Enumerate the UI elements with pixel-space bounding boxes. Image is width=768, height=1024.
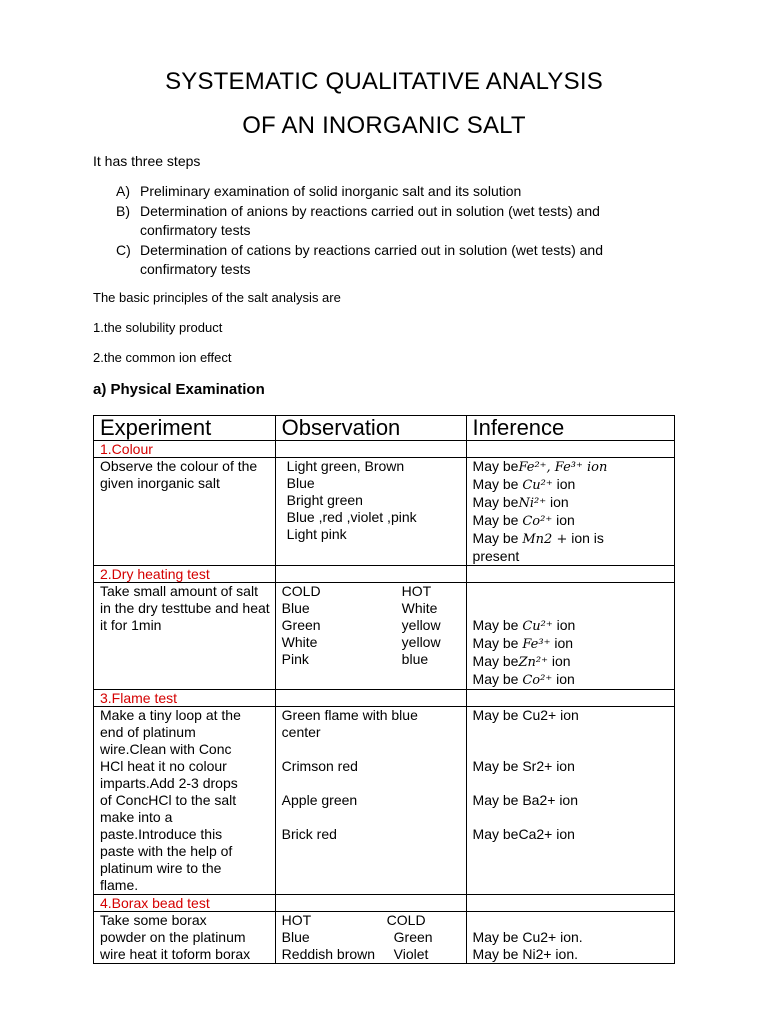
observation-cell	[275, 707, 466, 895]
inference-line: May beFe²⁺, Fe³⁺ ion	[472, 458, 608, 475]
inference-line: May be Mn2 + ion is	[472, 530, 604, 547]
principle-1: 1.the solubility product	[93, 320, 223, 335]
inference-cell	[466, 707, 674, 895]
inference-line: May be Cu2+ ion	[472, 707, 579, 723]
inference-line: May beNi²⁺ ion	[472, 494, 569, 511]
observation-line: Apple green	[281, 792, 358, 808]
observation-cell	[275, 583, 466, 690]
table-row	[94, 707, 675, 895]
table-row	[94, 583, 675, 690]
observation-line: Brick red	[281, 826, 337, 842]
inference-line: May be Cu2+ ion.	[472, 929, 583, 945]
table-row	[94, 441, 675, 458]
observation-line: White yellow	[281, 634, 441, 650]
observation-line: Light green, Brown	[286, 458, 405, 474]
step-text: Determination of cations by reactions carried out in solution (wet tests) and confirmatory tests	[140, 242, 604, 277]
observation-line: Pink blue	[281, 651, 429, 667]
observation-line: Blue Green	[281, 929, 433, 945]
observation-line: Crimson red	[281, 758, 358, 774]
inference-line: May beCa2+ ion	[472, 826, 575, 842]
header-observation: Observation	[275, 416, 466, 441]
list-item	[116, 202, 676, 240]
list-item	[116, 182, 676, 201]
observation-line: Blue	[286, 475, 315, 491]
inference-line: May beZn²⁺ ion	[472, 653, 571, 670]
list-item	[116, 241, 676, 279]
table-header-row	[94, 416, 675, 441]
header-inference: Inference	[466, 416, 674, 441]
table-row	[94, 566, 675, 583]
inference-line: May be Fe³⁺ ion	[472, 635, 574, 652]
observation-line: Green yellow	[281, 617, 441, 633]
table-row	[94, 690, 675, 707]
steps-list	[116, 182, 676, 280]
observation-header: COLD HOT	[281, 583, 432, 599]
page-title-line-1: SYSTEMATIC QUALITATIVE ANALYSIS	[165, 68, 603, 95]
observation-line: Green flame with blue	[281, 707, 418, 723]
inference-line: May be Ba2+ ion	[472, 792, 579, 808]
observation-line: Light pink	[286, 526, 347, 542]
step-letter: C)	[116, 242, 131, 258]
inference-cell	[466, 912, 674, 964]
observation-header: HOT COLD	[281, 912, 426, 928]
inference-line: May be Co²⁺ ion	[472, 671, 575, 688]
inference-line: May be Cu²⁺ ion	[472, 617, 576, 634]
observation-line: center	[281, 724, 321, 740]
observation-line: Blue White	[281, 600, 438, 616]
observation-line: Bright green	[286, 492, 363, 508]
inference-cell	[466, 583, 674, 690]
step-letter: B)	[116, 203, 130, 219]
inference-line: May be Co²⁺ ion	[472, 512, 575, 529]
inference-line: May be Sr2+ ion	[472, 758, 575, 774]
inference-line: May be Ni2+ ion.	[472, 946, 578, 962]
experiment-cell: Make a tiny loop at the end of platinum wire.Clean with Conc HCl heat it no colour imparts.Add 2-3 drops of ConcHCl to the salt make into a paste.Introduce this paste with the help of platinum wire to the flame.	[94, 707, 276, 895]
section-title-borax-bead-test: 4.Borax bead test	[94, 895, 276, 912]
experiment-cell: Observe the colour of the given inorganic salt	[94, 458, 276, 566]
observation-cell	[275, 912, 466, 964]
physical-examination-table	[93, 415, 675, 964]
section-title-flame-test: 3.Flame test	[94, 690, 276, 707]
table-row	[94, 458, 675, 566]
step-text: Determination of anions by reactions carried out in solution (wet tests) and confirmatory tests	[140, 203, 600, 238]
step-text: Preliminary examination of solid inorganic salt and its solution	[140, 183, 522, 199]
inference-cell	[466, 458, 674, 566]
inference-line: present	[472, 548, 520, 564]
header-experiment: Experiment	[94, 416, 276, 441]
table-row	[94, 895, 675, 912]
principles-intro: The basic principles of the salt analysis are	[93, 290, 341, 305]
observation-line: Reddish brown Violet	[281, 946, 429, 962]
inference-line: May be Cu²⁺ ion	[472, 476, 576, 493]
experiment-cell: Take small amount of salt in the dry testtube and heat it for 1min	[94, 583, 276, 690]
page-title-line-2: OF AN INORGANIC SALT	[242, 112, 526, 139]
experiment-cell: Take some borax powder on the platinum wire heat it toform borax	[94, 912, 276, 964]
section-title-colour: 1.Colour	[94, 441, 276, 458]
step-letter: A)	[116, 183, 130, 199]
observation-cell	[275, 458, 466, 566]
intro-text: It has three steps	[93, 153, 201, 169]
section-title-dry-heating: 2.Dry heating test	[94, 566, 276, 583]
table-row	[94, 912, 675, 964]
principle-2: 2.the common ion effect	[93, 350, 232, 365]
observation-line: Blue ,red ,violet ,pink	[286, 509, 417, 525]
section-heading: a) Physical Examination	[93, 381, 265, 398]
